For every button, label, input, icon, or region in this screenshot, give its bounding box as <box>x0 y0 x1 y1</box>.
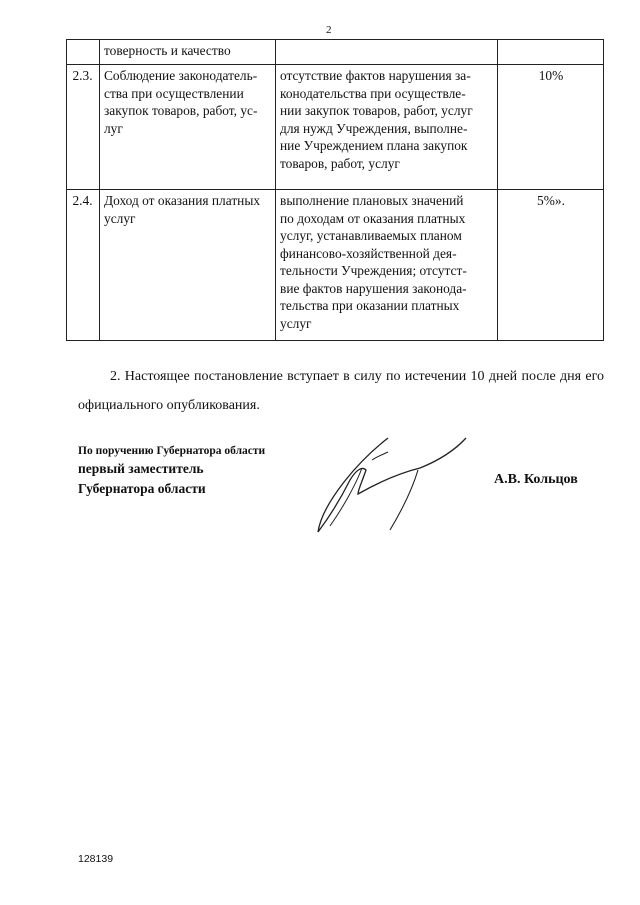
signatory-line: первый заместитель <box>78 461 204 476</box>
document-code: 128139 <box>78 853 114 865</box>
effective-date-paragraph: 2. Настоящее постановление вступает в силу по истечении 10 дней после дня его официального опубликования. <box>78 369 604 413</box>
row-number-cell <box>67 40 100 65</box>
share-cell: 10% <box>498 65 604 190</box>
condition-cell: отсутствие фактов нарушения за- конодательства при осуществле- нии закупок товаров, работ, услуг для нужд Учреждения, выполне- ние Учреждением плана закупок товаров, работ, услуг <box>276 65 498 190</box>
condition-cell <box>276 40 498 65</box>
row-number-cell: 2.3. <box>67 65 100 190</box>
page-number: 2 <box>326 24 332 36</box>
table-row <box>67 65 604 190</box>
signatory-title-block <box>78 443 265 499</box>
share-cell <box>498 40 604 65</box>
table-row <box>67 190 604 341</box>
criterion-name-cell: Соблюдение законодатель- ства при осуществлении закупок товаров, работ, ус- луг <box>100 65 276 190</box>
criterion-name-cell: товерность и качество <box>100 40 276 65</box>
signer-name: А.В. Кольцов <box>494 472 578 487</box>
row-number-cell: 2.4. <box>67 190 100 341</box>
signatory-line: По поручению Губернатора области <box>78 445 266 457</box>
share-cell: 5%». <box>498 190 604 341</box>
condition-cell: выполнение плановых значений по доходам от оказания платных услуг, устанавливаемых планом финансово-хозяйственной дея- тельности Учреждения; отсутст- вие фактов нарушения законода- тельства при оказании платных услуг <box>276 190 498 341</box>
criterion-name-cell: Доход от оказания платных услуг <box>100 190 276 341</box>
signatory-line: Губернатора области <box>78 481 206 496</box>
handwritten-signature <box>300 430 480 540</box>
table-row <box>67 40 604 65</box>
criteria-table <box>66 39 604 341</box>
